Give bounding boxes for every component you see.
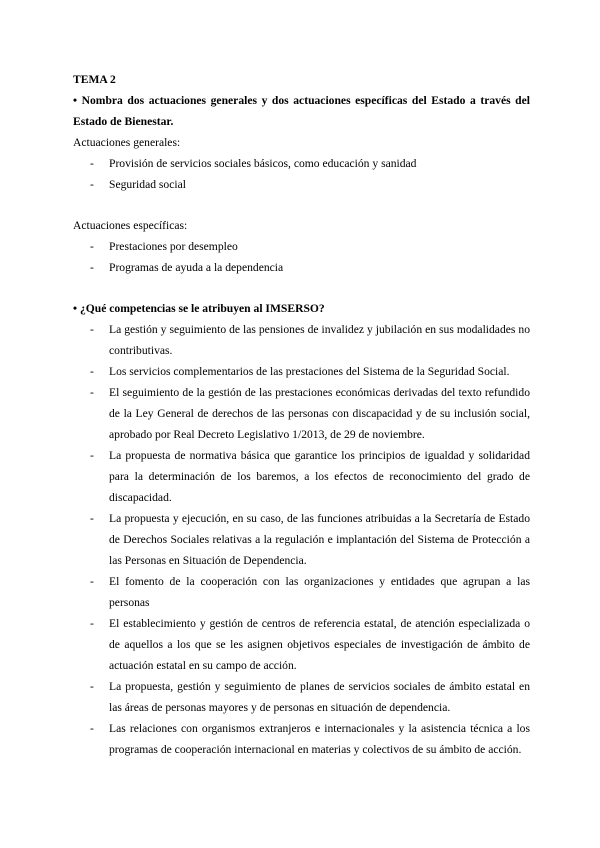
question-2: • ¿Qué competencias se le atribuyen al IMSERSO? [73, 302, 325, 315]
dash-marker: - [90, 157, 94, 170]
dash-marker: - [90, 680, 94, 693]
list-item: - Programas de ayuda a la dependencia [73, 257, 530, 278]
general-actions-list [73, 153, 530, 195]
dash-marker: - [90, 386, 94, 399]
list-item: - El seguimiento de la gestión de las prestaciones económicas derivadas del texto refundido de la Ley General de derechos de las personas con discapacidad y de su inclusión social, aprobado por Real Decreto Legislativo 1/2013, de 29 de noviembre. [73, 382, 530, 445]
dash-marker: - [90, 722, 94, 735]
dash-marker: - [90, 365, 94, 378]
list-item: - Seguridad social [73, 174, 530, 195]
dash-marker: - [90, 575, 94, 588]
dash-marker: - [90, 449, 94, 462]
question-1: • Nombra dos actuaciones generales y dos actuaciones específicas del Estado a través del Estado de Bienestar. [73, 94, 530, 128]
dash-marker: - [90, 261, 94, 274]
specific-actions-label: Actuaciones específicas: [73, 219, 188, 232]
list-item: - Los servicios complementarios de las prestaciones del Sistema de la Seguridad Social. [73, 361, 530, 382]
list-item: - El fomento de la cooperación con las organizaciones y entidades que agrupan a las personas [73, 571, 530, 613]
list-item: - La propuesta y ejecución, en su caso, de las funciones atribuidas a la Secretaría de Estado de Derechos Sociales relativas a la regulación e implantación del Sistema de Protección a las Personas en Situación de Dependencia. [73, 508, 530, 571]
document-body [73, 69, 530, 760]
general-actions-label: Actuaciones generales: [73, 136, 181, 149]
specific-actions-list [73, 236, 530, 278]
list-item: - Provisión de servicios sociales básicos, como educación y sanidad [73, 153, 530, 174]
list-item: - Prestaciones por desempleo [73, 236, 530, 257]
dash-marker: - [90, 240, 94, 253]
imserso-competences-list [73, 319, 530, 760]
list-item: - La gestión y seguimiento de las pensiones de invalidez y jubilación en sus modalidades no contributivas. [73, 319, 530, 361]
dash-marker: - [90, 178, 94, 191]
list-item: - La propuesta, gestión y seguimiento de planes de servicios sociales de ámbito estatal en las áreas de personas mayores y de personas en situación de dependencia. [73, 676, 530, 718]
dash-marker: - [90, 617, 94, 630]
list-item: - La propuesta de normativa básica que garantice los principios de igualdad y solidaridad para la determinación de los baremos, a los efectos de reconocimiento del grado de discapacidad. [73, 445, 530, 508]
list-item: - Las relaciones con organismos extranjeros e internacionales y la asistencia técnica a los programas de cooperación internacional en materias y colectivos de su ámbito de acción. [73, 718, 530, 760]
dash-marker: - [90, 512, 94, 525]
list-item: - El establecimiento y gestión de centros de referencia estatal, de atención especializada o de aquellos a los que se les asignen objetivos especiales de investigación de ámbito de actuación estatal en su campo de acción. [73, 613, 530, 676]
dash-marker: - [90, 323, 94, 336]
page-title: TEMA 2 [73, 73, 116, 86]
